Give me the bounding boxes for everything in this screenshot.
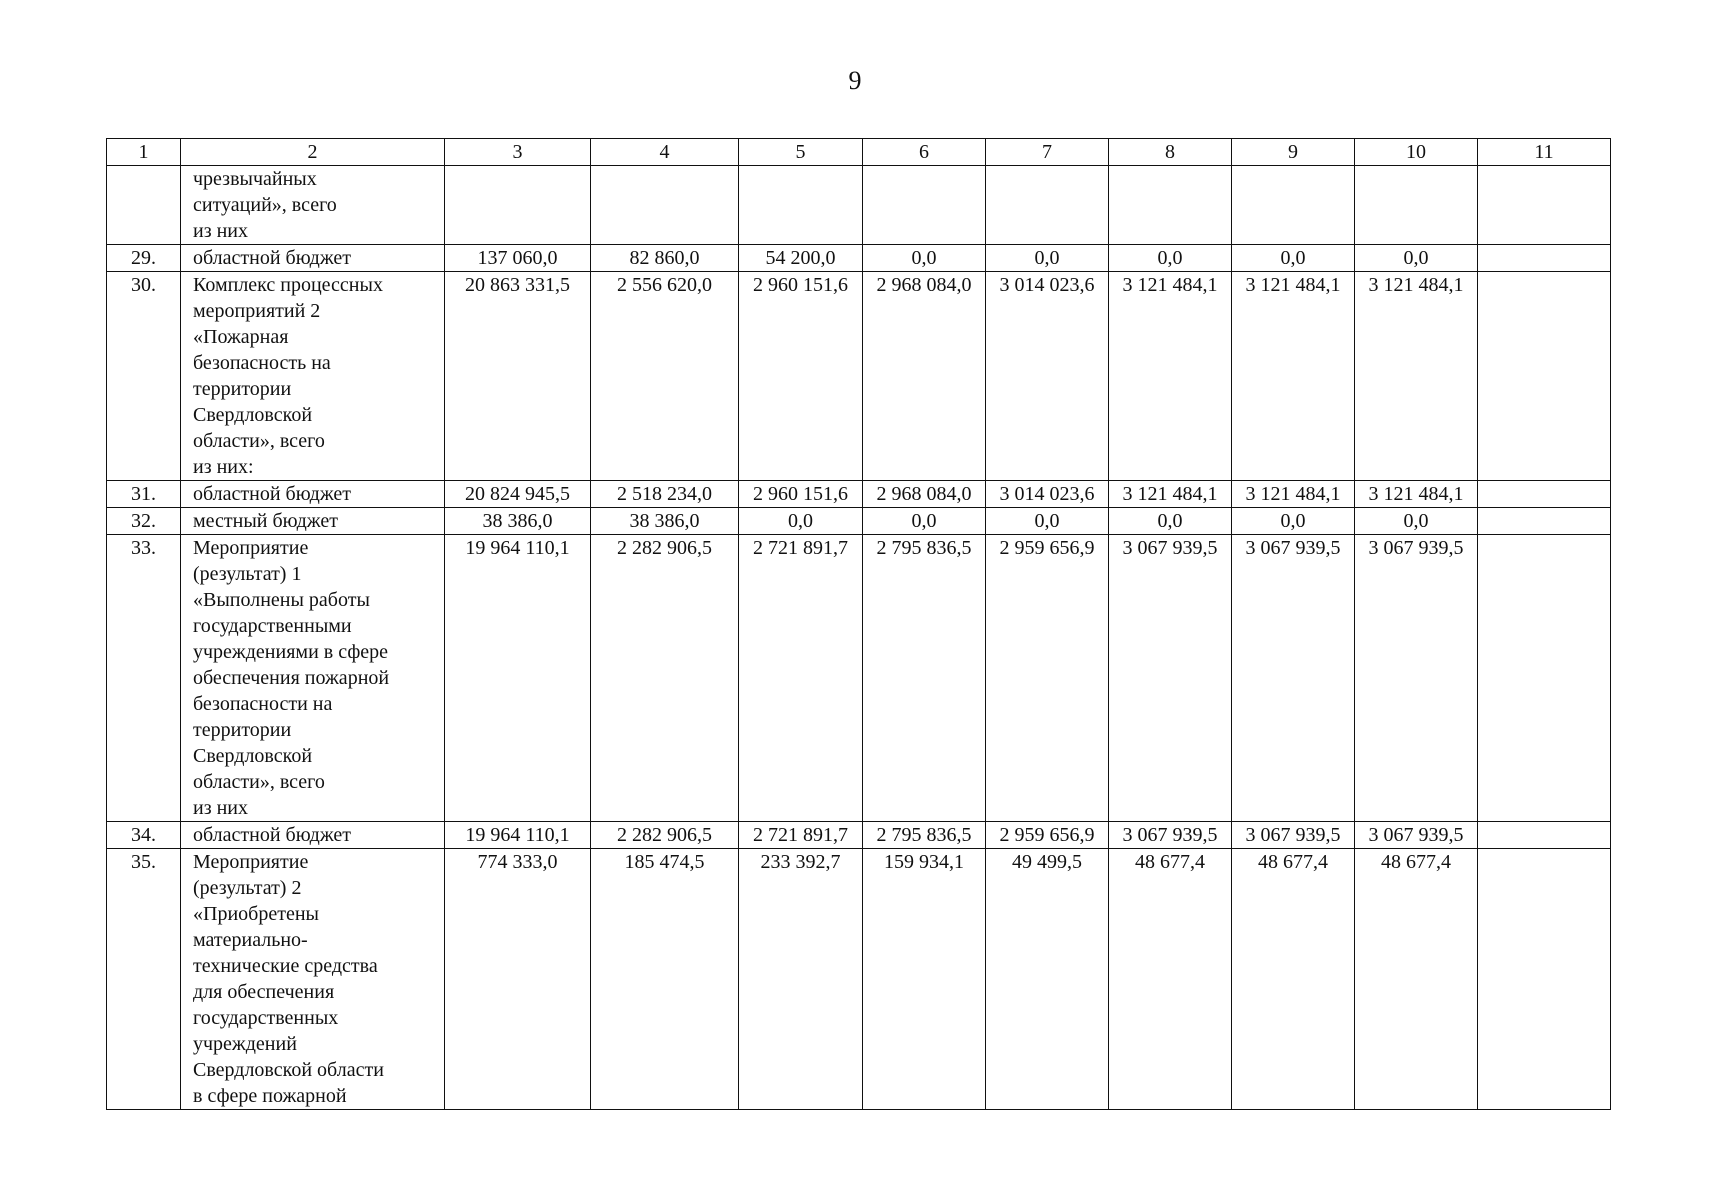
table-body bbox=[107, 139, 1611, 1110]
value-cell: 0,0 bbox=[1232, 245, 1355, 272]
value-cell: 0,0 bbox=[1232, 508, 1355, 535]
value-cell: 3 067 939,5 bbox=[1109, 822, 1232, 849]
row-name-line: материально- bbox=[193, 929, 308, 951]
value-cell: 0,0 bbox=[863, 508, 986, 535]
row-name-line: (результат) 1 bbox=[193, 563, 302, 585]
row-name-line: в сфере пожарной bbox=[193, 1085, 347, 1107]
row-number: 30. bbox=[107, 272, 181, 481]
row-name bbox=[181, 508, 445, 535]
column-header: 3 bbox=[445, 139, 591, 166]
row-name bbox=[181, 481, 445, 508]
row-name-line: безопасность на bbox=[193, 352, 331, 374]
table-row bbox=[107, 272, 1611, 481]
value-cell: 3 067 939,5 bbox=[1355, 822, 1478, 849]
page-number: 9 bbox=[848, 66, 862, 95]
row-name-line: Свердловской bbox=[193, 745, 313, 767]
value-cell: 185 474,5 bbox=[591, 849, 739, 1110]
value-cell bbox=[591, 166, 739, 245]
value-cell bbox=[445, 166, 591, 245]
value-cell: 2 518 234,0 bbox=[591, 481, 739, 508]
row-name-line: «Приобретены bbox=[193, 903, 319, 925]
row-name-line: областной бюджет bbox=[193, 824, 352, 846]
table-row bbox=[107, 481, 1611, 508]
row-number: 34. bbox=[107, 822, 181, 849]
value-cell bbox=[1478, 822, 1611, 849]
value-cell: 233 392,7 bbox=[739, 849, 863, 1110]
row-name-line: безопасности на bbox=[193, 693, 333, 715]
row-name-line: областной бюджет bbox=[193, 247, 352, 269]
row-number bbox=[107, 166, 181, 245]
row-name-line: из них: bbox=[193, 456, 254, 478]
row-name-line: «Пожарная bbox=[193, 326, 289, 348]
value-cell bbox=[1478, 245, 1611, 272]
column-header: 5 bbox=[739, 139, 863, 166]
row-name-line: областной бюджет bbox=[193, 483, 352, 505]
row-number: 29. bbox=[107, 245, 181, 272]
value-cell bbox=[1478, 166, 1611, 245]
row-name-line: государственных bbox=[193, 1007, 339, 1029]
row-name-line: для обеспечения bbox=[193, 981, 335, 1003]
value-cell: 2 960 151,6 bbox=[739, 272, 863, 481]
value-cell: 38 386,0 bbox=[591, 508, 739, 535]
value-cell: 54 200,0 bbox=[739, 245, 863, 272]
value-cell: 3 067 939,5 bbox=[1109, 535, 1232, 822]
value-cell: 0,0 bbox=[1109, 508, 1232, 535]
column-header: 6 bbox=[863, 139, 986, 166]
value-cell bbox=[739, 166, 863, 245]
value-cell: 49 499,5 bbox=[986, 849, 1109, 1110]
value-cell: 3 067 939,5 bbox=[1232, 822, 1355, 849]
row-name-line: мероприятий 2 bbox=[193, 300, 321, 322]
row-name bbox=[181, 849, 445, 1110]
value-cell: 2 960 151,6 bbox=[739, 481, 863, 508]
value-cell: 20 824 945,5 bbox=[445, 481, 591, 508]
table-row bbox=[107, 849, 1611, 1110]
value-cell: 2 282 906,5 bbox=[591, 535, 739, 822]
value-cell bbox=[1478, 508, 1611, 535]
table-row bbox=[107, 822, 1611, 849]
column-header: 2 bbox=[181, 139, 445, 166]
value-cell bbox=[1355, 166, 1478, 245]
value-cell: 3 121 484,1 bbox=[1109, 272, 1232, 481]
row-name-line: государственными bbox=[193, 615, 352, 637]
value-cell bbox=[863, 166, 986, 245]
value-cell: 774 333,0 bbox=[445, 849, 591, 1110]
row-name-line: чрезвычайных bbox=[193, 168, 317, 190]
value-cell: 0,0 bbox=[986, 245, 1109, 272]
column-header: 10 bbox=[1355, 139, 1478, 166]
row-number: 31. bbox=[107, 481, 181, 508]
value-cell: 2 795 836,5 bbox=[863, 822, 986, 849]
row-name-line: территории bbox=[193, 378, 292, 400]
row-name-line: учреждений bbox=[193, 1033, 297, 1055]
value-cell bbox=[1232, 166, 1355, 245]
column-header: 1 bbox=[107, 139, 181, 166]
table-row bbox=[107, 245, 1611, 272]
value-cell: 0,0 bbox=[863, 245, 986, 272]
value-cell bbox=[1478, 272, 1611, 481]
row-name bbox=[181, 272, 445, 481]
row-name-line: местный бюджет bbox=[193, 510, 338, 532]
row-name bbox=[181, 166, 445, 245]
value-cell: 3 121 484,1 bbox=[1355, 481, 1478, 508]
row-name bbox=[181, 822, 445, 849]
table-row bbox=[107, 166, 1611, 245]
value-cell: 3 121 484,1 bbox=[1109, 481, 1232, 508]
row-name-line: Мероприятие bbox=[193, 851, 309, 873]
value-cell: 3 014 023,6 bbox=[986, 481, 1109, 508]
value-cell: 0,0 bbox=[1109, 245, 1232, 272]
row-name-line: Комплекс процессных bbox=[193, 274, 383, 296]
row-name-line: обеспечения пожарной bbox=[193, 667, 390, 689]
row-number: 32. bbox=[107, 508, 181, 535]
value-cell: 2 968 084,0 bbox=[863, 272, 986, 481]
row-name-line: области», всего bbox=[193, 430, 325, 452]
row-number: 33. bbox=[107, 535, 181, 822]
row-name-line: Свердловской области bbox=[193, 1059, 384, 1081]
column-header: 9 bbox=[1232, 139, 1355, 166]
value-cell: 2 968 084,0 bbox=[863, 481, 986, 508]
value-cell bbox=[1478, 849, 1611, 1110]
row-name-line: (результат) 2 bbox=[193, 877, 302, 899]
row-name-line: Мероприятие bbox=[193, 537, 309, 559]
row-number: 35. bbox=[107, 849, 181, 1110]
value-cell: 2 721 891,7 bbox=[739, 822, 863, 849]
value-cell: 82 860,0 bbox=[591, 245, 739, 272]
value-cell: 0,0 bbox=[739, 508, 863, 535]
value-cell: 3 121 484,1 bbox=[1355, 272, 1478, 481]
row-name-line: территории bbox=[193, 719, 292, 741]
row-name-line: области», всего bbox=[193, 771, 325, 793]
row-name-line: из них bbox=[193, 797, 249, 819]
row-name-line: технические средства bbox=[193, 955, 378, 977]
value-cell: 2 282 906,5 bbox=[591, 822, 739, 849]
value-cell: 2 721 891,7 bbox=[739, 535, 863, 822]
value-cell: 159 934,1 bbox=[863, 849, 986, 1110]
value-cell: 2 959 656,9 bbox=[986, 822, 1109, 849]
row-name-line: «Выполнены работы bbox=[193, 589, 370, 611]
value-cell: 3 014 023,6 bbox=[986, 272, 1109, 481]
value-cell: 2 556 620,0 bbox=[591, 272, 739, 481]
value-cell: 3 121 484,1 bbox=[1232, 481, 1355, 508]
value-cell: 137 060,0 bbox=[445, 245, 591, 272]
value-cell: 2 795 836,5 bbox=[863, 535, 986, 822]
row-name-line: учреждениями в сфере bbox=[193, 641, 389, 663]
value-cell: 0,0 bbox=[1355, 245, 1478, 272]
column-header: 4 bbox=[591, 139, 739, 166]
value-cell: 19 964 110,1 bbox=[445, 822, 591, 849]
row-name bbox=[181, 245, 445, 272]
value-cell: 20 863 331,5 bbox=[445, 272, 591, 481]
column-header: 11 bbox=[1478, 139, 1611, 166]
column-header: 8 bbox=[1109, 139, 1232, 166]
value-cell: 3 121 484,1 bbox=[1232, 272, 1355, 481]
row-name-line: Свердловской bbox=[193, 404, 313, 426]
value-cell: 0,0 bbox=[986, 508, 1109, 535]
row-name bbox=[181, 535, 445, 822]
budget-table bbox=[106, 138, 1611, 1110]
value-cell: 0,0 bbox=[1355, 508, 1478, 535]
table-row bbox=[107, 508, 1611, 535]
value-cell: 38 386,0 bbox=[445, 508, 591, 535]
value-cell: 2 959 656,9 bbox=[986, 535, 1109, 822]
value-cell: 3 067 939,5 bbox=[1232, 535, 1355, 822]
value-cell: 19 964 110,1 bbox=[445, 535, 591, 822]
value-cell: 48 677,4 bbox=[1355, 849, 1478, 1110]
value-cell: 48 677,4 bbox=[1109, 849, 1232, 1110]
value-cell bbox=[1478, 481, 1611, 508]
value-cell bbox=[986, 166, 1109, 245]
value-cell: 3 067 939,5 bbox=[1355, 535, 1478, 822]
table-row bbox=[107, 535, 1611, 822]
row-name-line: из них bbox=[193, 220, 249, 242]
value-cell: 48 677,4 bbox=[1232, 849, 1355, 1110]
value-cell bbox=[1109, 166, 1232, 245]
row-name-line: ситуаций», всего bbox=[193, 194, 337, 216]
column-header: 7 bbox=[986, 139, 1109, 166]
column-number-row bbox=[107, 139, 1611, 166]
value-cell bbox=[1478, 535, 1611, 822]
